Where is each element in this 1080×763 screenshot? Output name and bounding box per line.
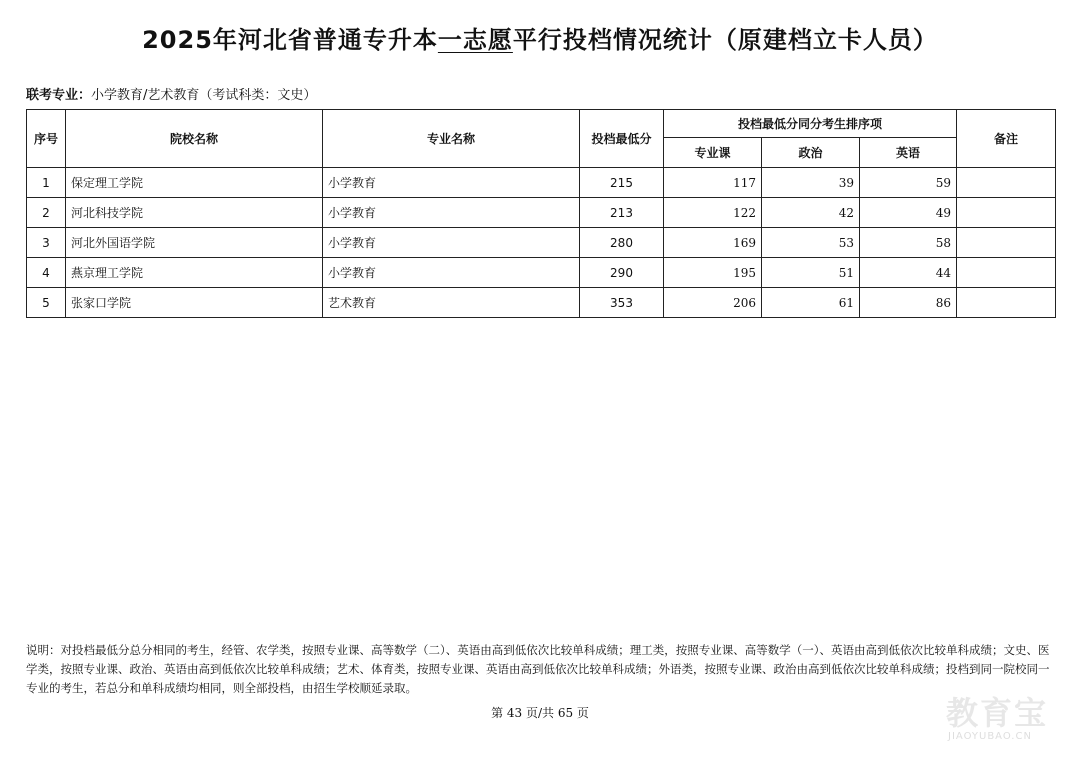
header-politics: 政治 <box>762 138 860 168</box>
cell-remark <box>957 168 1056 198</box>
page-number: 第 43 页/共 65 页 <box>491 706 589 720</box>
cell-remark <box>957 228 1056 258</box>
cell-major: 艺术教育 <box>323 288 580 318</box>
subject-label: 联考专业： <box>26 88 92 103</box>
header-english: 英语 <box>860 138 957 168</box>
cell-school: 河北科技学院 <box>66 198 323 228</box>
cell-index: 1 <box>27 168 66 198</box>
cell-major: 小学教育 <box>323 258 580 288</box>
title-suffix: 平行投档情况统计（原建档立卡人员） <box>512 26 938 54</box>
watermark-domain: JIAOYUBAO.CN <box>948 731 1032 742</box>
table-row <box>27 198 1056 228</box>
table-row <box>27 228 1056 258</box>
title-prefix: 2025年河北省普通专升本 <box>142 26 438 54</box>
cell-min-score: 213 <box>580 198 664 228</box>
cell-major-course: 169 <box>664 228 762 258</box>
cell-politics: 51 <box>762 258 860 288</box>
cell-english: 58 <box>860 228 957 258</box>
cell-politics: 39 <box>762 168 860 198</box>
cell-major: 小学教育 <box>323 168 580 198</box>
cell-major-course: 117 <box>664 168 762 198</box>
cell-politics: 42 <box>762 198 860 228</box>
header-remark: 备注 <box>957 110 1056 168</box>
title-underlined: 一志愿 <box>437 26 513 54</box>
cell-min-score: 290 <box>580 258 664 288</box>
header-row-1 <box>27 110 1056 138</box>
cell-index: 3 <box>27 228 66 258</box>
cell-english: 59 <box>860 168 957 198</box>
cell-major-course: 122 <box>664 198 762 228</box>
table-row <box>27 258 1056 288</box>
cell-politics: 53 <box>762 228 860 258</box>
table-row <box>27 168 1056 198</box>
subject-line <box>26 84 316 103</box>
header-tiebreak-group: 投档最低分同分考生排序项 <box>664 110 957 138</box>
cell-school: 张家口学院 <box>66 288 323 318</box>
subject-value: 小学教育/艺术教育（考试科类：文史） <box>91 88 317 103</box>
header-major-course: 专业课 <box>664 138 762 168</box>
cell-english: 44 <box>860 258 957 288</box>
watermark-brand: 教育宝 <box>946 694 1049 732</box>
cell-min-score: 280 <box>580 228 664 258</box>
header-school: 院校名称 <box>66 110 323 168</box>
cell-school: 燕京理工学院 <box>66 258 323 288</box>
cell-index: 4 <box>27 258 66 288</box>
cell-remark <box>957 258 1056 288</box>
cell-major-course: 195 <box>664 258 762 288</box>
cell-major: 小学教育 <box>323 228 580 258</box>
cell-index: 2 <box>27 198 66 228</box>
cell-english: 49 <box>860 198 957 228</box>
cell-politics: 61 <box>762 288 860 318</box>
cell-remark <box>957 288 1056 318</box>
page-title <box>0 20 1080 55</box>
admission-table <box>26 109 1056 318</box>
cell-school: 河北外国语学院 <box>66 228 323 258</box>
cell-major-course: 206 <box>664 288 762 318</box>
cell-remark <box>957 198 1056 228</box>
explanatory-note: 说明：对投档最低分总分相同的考生，经管、农学类，按照专业课、高等数学（二）、英语由高到低依次比较单科成绩；理工类，按照专业课、高等数学（一）、英语由高到低依次比较单科成绩；文史、医学类，按照专业课、政治、英语由高到低依次比较单科成绩；艺术、体育类，按照专业课、英语由高到低依次比较单科成绩；外语类，按照专业课、政治由高到低依次比较单科成绩；投档到同一院校同一专业的考生，若总分和单科成绩均相同，则全部投档，由招生学校顺延录取。 <box>26 643 1050 695</box>
cell-min-score: 353 <box>580 288 664 318</box>
cell-english: 86 <box>860 288 957 318</box>
cell-school: 保定理工学院 <box>66 168 323 198</box>
table-row <box>27 288 1056 318</box>
watermark-logo <box>918 688 1068 748</box>
cell-min-score: 215 <box>580 168 664 198</box>
header-min-score: 投档最低分 <box>580 110 664 168</box>
header-major: 专业名称 <box>323 110 580 168</box>
cell-major: 小学教育 <box>323 198 580 228</box>
header-index: 序号 <box>27 110 66 168</box>
cell-index: 5 <box>27 288 66 318</box>
